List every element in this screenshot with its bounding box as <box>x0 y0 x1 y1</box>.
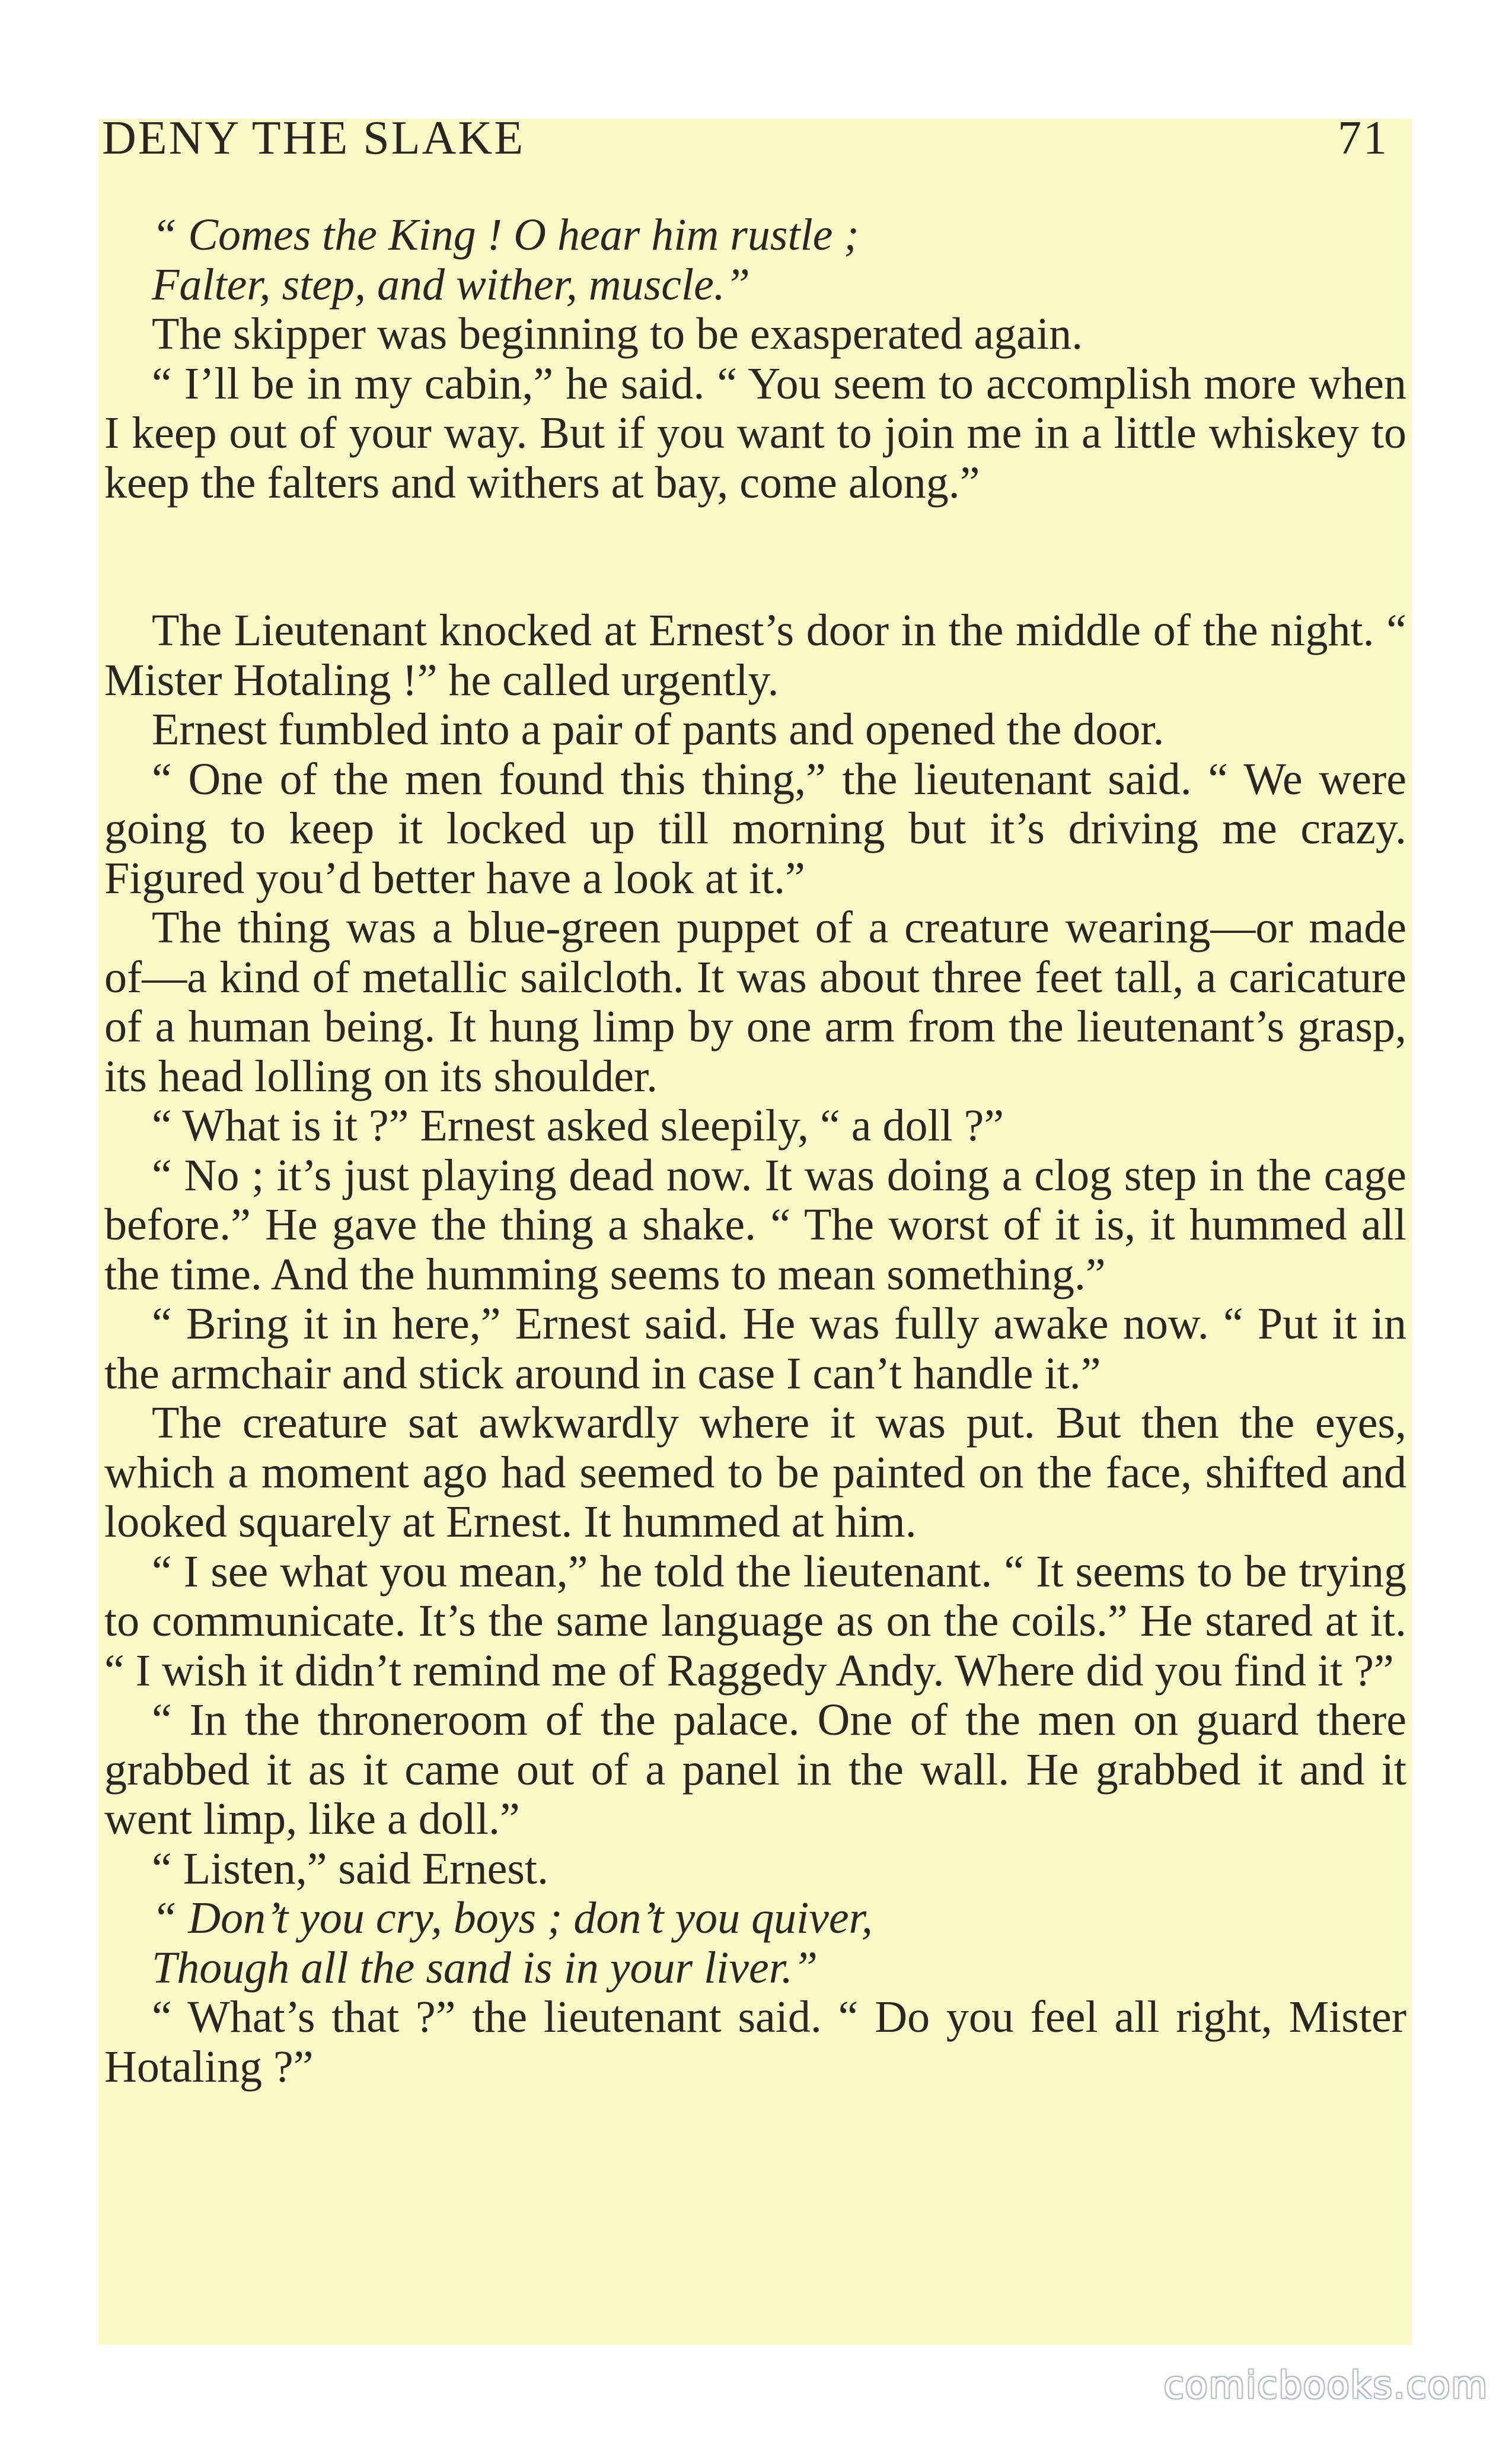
paragraph: “ I see what you mean,” he told the lieutenant. “ It seems to be trying to communicate. It’s the same language as on the coils.” He stared at it. “ I wish it didn’t remind me of Raggedy Andy. Where did you find it ?” <box>104 1546 1406 1696</box>
paragraph: “ Listen,” said Ernest. <box>152 1843 549 1894</box>
verse-line-4: Though all the sand is in your liver.” <box>152 1942 818 1993</box>
watermark: comicbooks.com <box>1163 2363 1488 2407</box>
running-header <box>98 100 1412 165</box>
running-title: DENY THE SLAKE <box>102 112 525 164</box>
paragraph: “ In the throneroom of the palace. One of the men on guard there grabbed it as it came out of a panel in the wall. He grabbed it and it went limp, like a doll.” <box>104 1695 1406 1844</box>
body-text <box>104 211 1406 2092</box>
paragraph: The creature sat awkwardly where it was put. But then the eyes, which a moment ago had seemed to be painted on the face, shifted and looked squarely at Ernest. It hummed at him. <box>104 1398 1406 1547</box>
paragraph: The thing was a blue-green puppet of a creature wearing—or made of—a kind of metallic sailcloth. It was about three feet tall, a caricature of a human being. It hung limp by one arm from the lieutenant’s grasp, its head lolling on its shoulder. <box>104 903 1406 1101</box>
verse-line-1: “ Comes the King ! O hear him rustle ; <box>152 210 859 260</box>
verse-line-2: Falter, step, and wither, muscle.” <box>152 259 751 310</box>
section-break <box>104 508 1406 606</box>
paragraph: Ernest fumbled into a pair of pants and opened the door. <box>152 705 1165 754</box>
paragraph: “ Bring it in here,” Ernest said. He was fully awake now. “ Put it in the armchair and stick around in case I can’t handle it.” <box>104 1299 1406 1398</box>
paragraph: “ No ; it’s just playing dead now. It was doing a clog step in the cage before.” He gave the thing a shake. “ The worst of it is, it hummed all the time. And the humming seems to mean something.” <box>104 1150 1406 1299</box>
paragraph: “ What’s that ?” the lieutenant said. “ Do you feel all right, Mister Hotaling ?” <box>104 1992 1406 2092</box>
paragraph: “ One of the men found this thing,” the lieutenant said. “ We were going to keep it locked up till morning but it’s driving me crazy. Figured you’d better have a look at it.” <box>104 754 1406 903</box>
paragraph: “ What is it ?” Ernest asked sleepily, “ a doll ?” <box>152 1101 1004 1151</box>
page-number: 71 <box>1338 112 1389 164</box>
paragraph: The skipper was beginning to be exasperated again. <box>152 309 1083 359</box>
paragraph: The Lieutenant knocked at Ernest’s door in the middle of the night. “ Mister Hotaling !” he called urgently. <box>104 606 1406 705</box>
paragraph: “ I’ll be in my cabin,” he said. “ You seem to accomplish more when I keep out of your way. But if you want to join me in a little whiskey to keep the falters and withers at bay, come along.” <box>104 358 1406 508</box>
verse-line-3: “ Don’t you cry, boys ; don’t you quiver, <box>152 1893 873 1943</box>
